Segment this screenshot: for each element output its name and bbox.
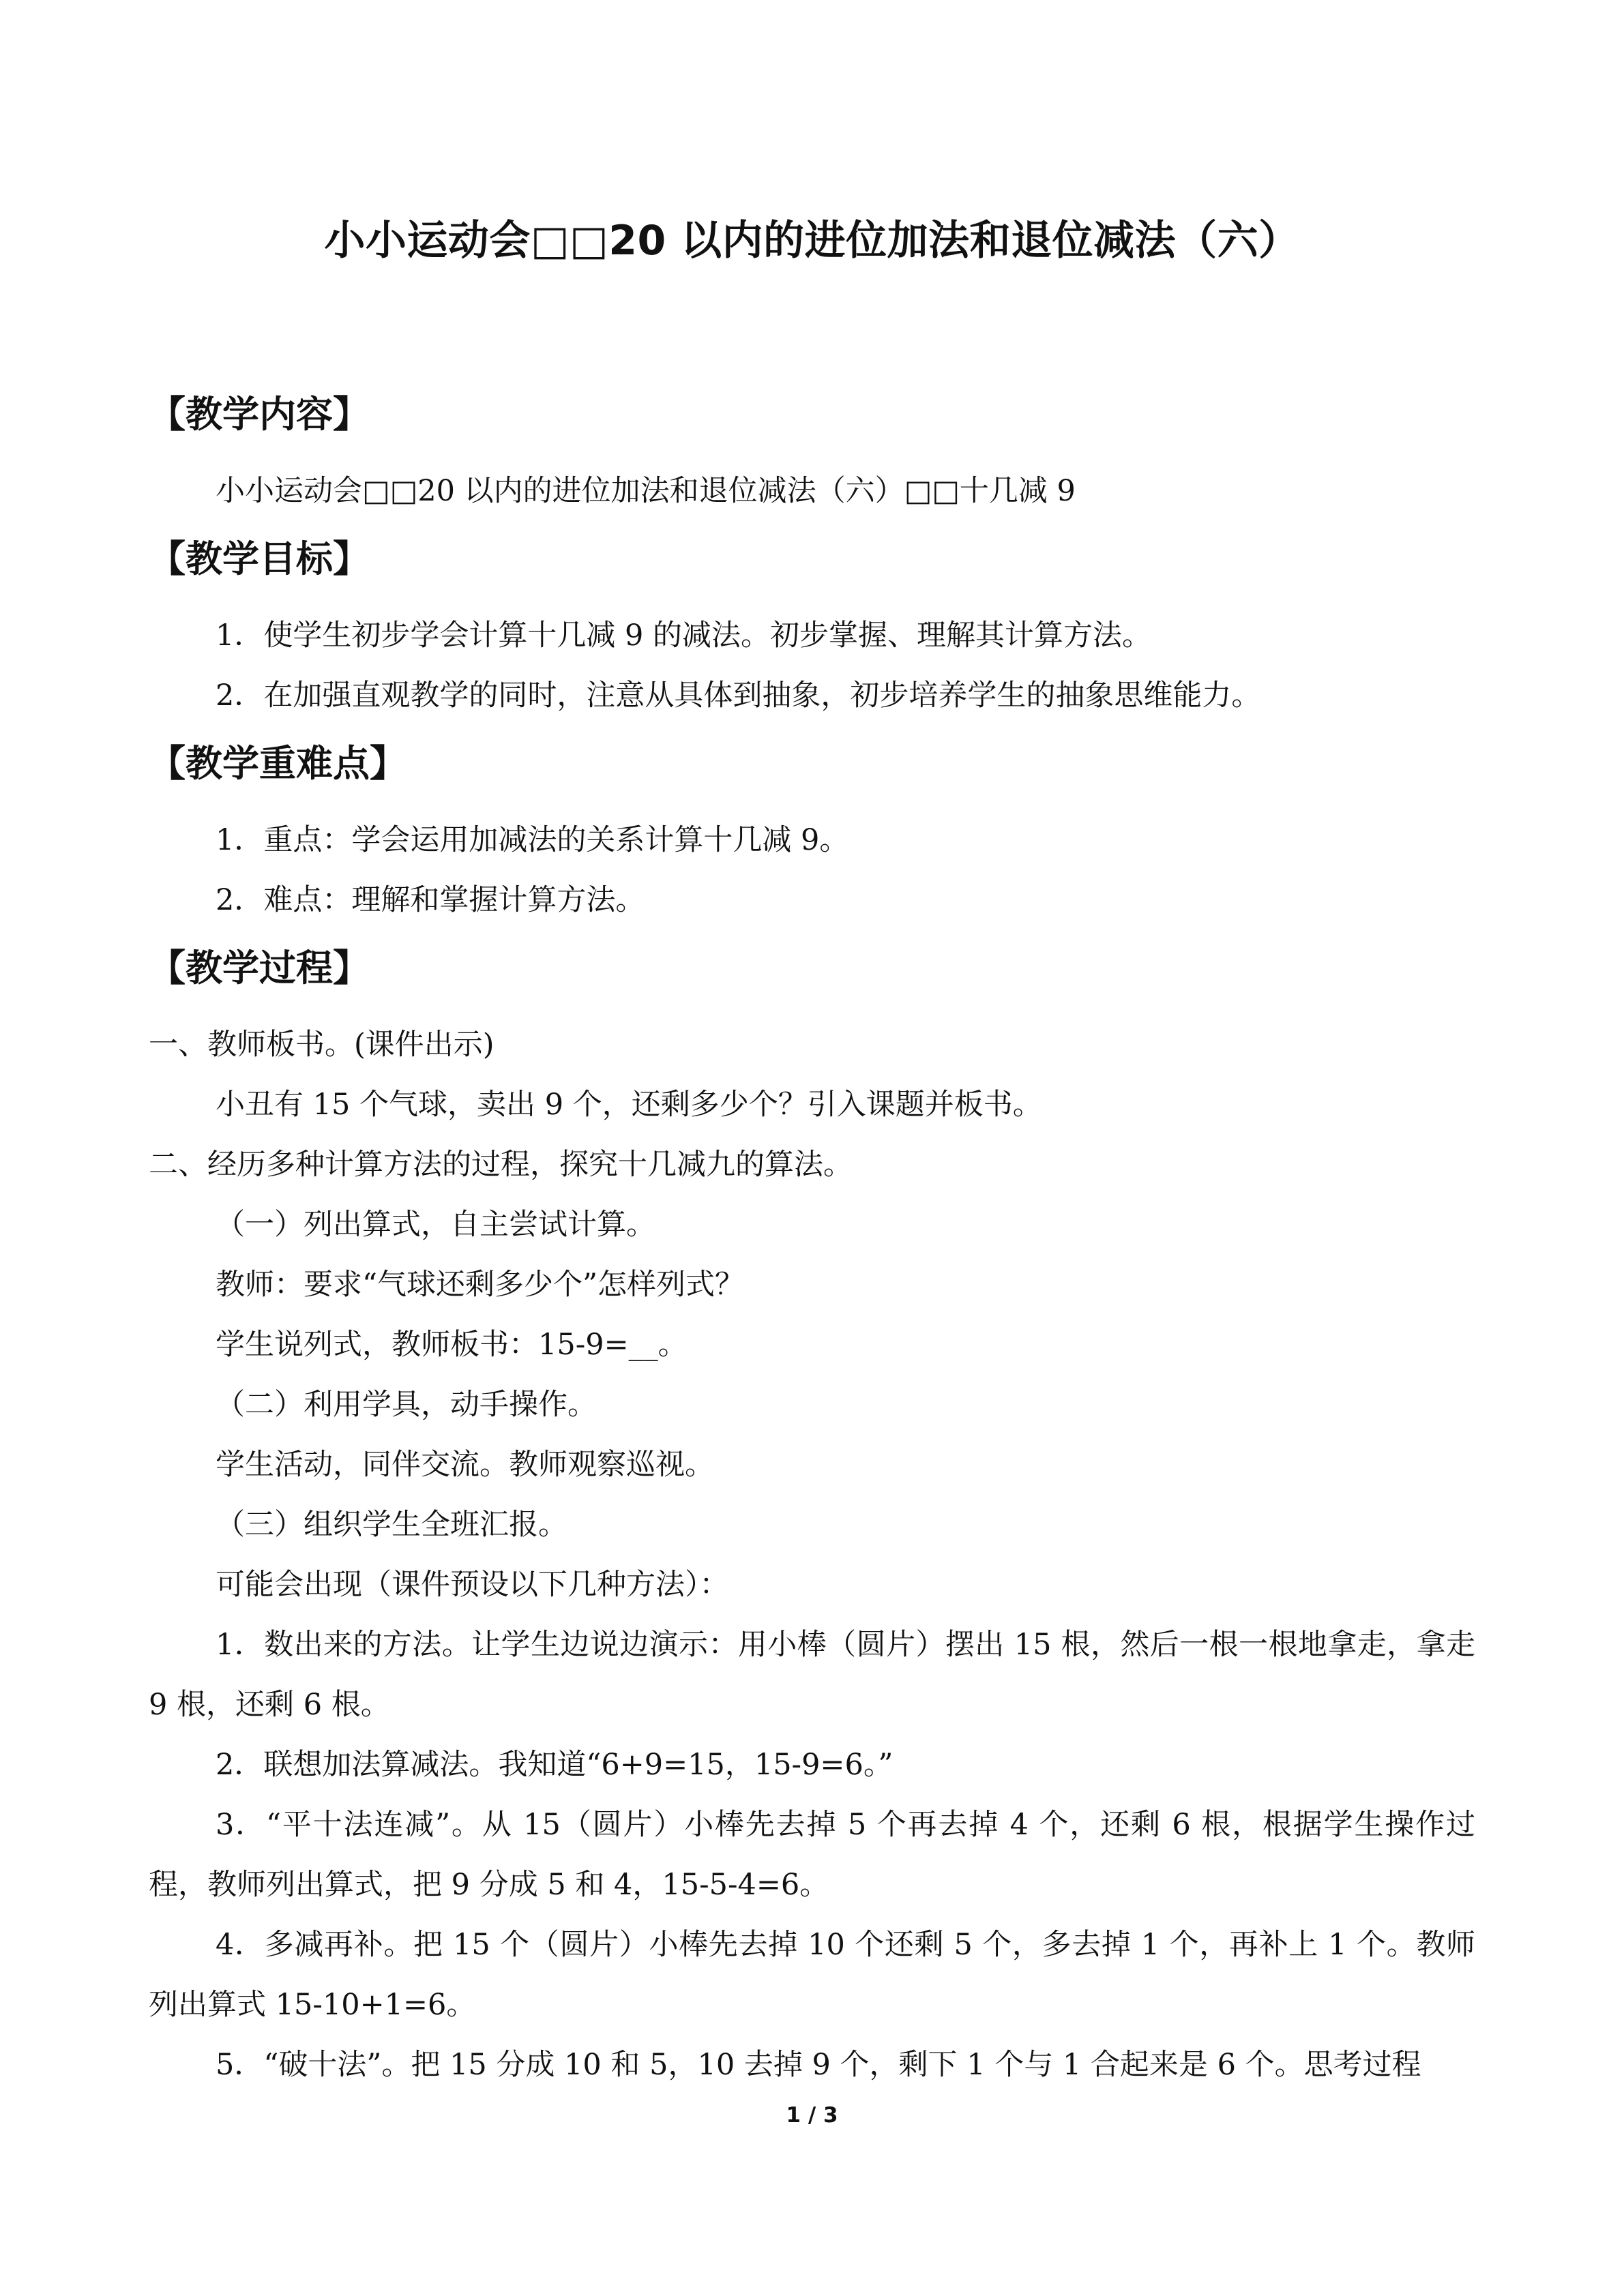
process-line: 2．联想加法算减法。我知道“6+9=15，15-9=6。” — [216, 1748, 894, 1782]
process-line: （二）利用学具，动手操作。 — [216, 1388, 597, 1422]
process-line: 教师：要求“气球还剩多少个”怎样列式？ — [216, 1268, 744, 1302]
process-line: 一、教师板书。(课件出示) — [149, 1028, 494, 1062]
process-line: 可能会出现（课件预设以下几种方法）： — [216, 1568, 729, 1602]
process-line: 1．数出来的方法。让学生边说边演示：用小棒（圆片）摆出 15 根，然后一根一根地拿走，拿走 9 根，还剩 6 根。 — [149, 1628, 1475, 1722]
process-line: 4．多减再补。把 15 个（圆片）小棒先去掉 10 个还剩 5 个，多去掉 1 个，再补上 1 个。教师列出算式 15-10+1=6。 — [149, 1928, 1475, 2022]
process-line: 学生说列式，教师板书：15-9=__。 — [216, 1328, 688, 1362]
document-body — [149, 382, 1475, 2095]
page-number: 1 / 3 — [786, 2103, 838, 2128]
process-line: 3．“平十法连减”。从 15（圆片）小棒先去掉 5 个再去掉 4 个，还剩 6 根，根据学生操作过程，教师列出算式，把 9 分成 5 和 4，15-5-4=6。 — [149, 1808, 1475, 1902]
goal-item: 2．在加强直观教学的同时，注意从具体到抽象，初步培养学生的抽象思维能力。 — [216, 679, 1261, 713]
section-heading-goals: 【教学目标】 — [149, 537, 370, 580]
section-heading-process: 【教学过程】 — [149, 946, 370, 989]
process-line: 5．“破十法”。把 15 分成 10 和 5，10 去掉 9 个，剩下 1 个与 1 合起来是 6 个。思考过程 — [216, 2048, 1421, 2082]
process-line: 小丑有 15 个气球，卖出 9 个，还剩多少个？引入课题并板书。 — [216, 1088, 1042, 1122]
document-title: 小小运动会□□20 以内的进位加法和退位减法（六） — [324, 217, 1300, 265]
process-line: （三）组织学生全班汇报。 — [216, 1508, 567, 1542]
section-heading-key-points: 【教学重难点】 — [149, 742, 407, 785]
section-heading-content: 【教学内容】 — [149, 393, 370, 436]
key-point-item: 2．难点：理解和掌握计算方法。 — [216, 883, 645, 917]
process-line: 二、经历多种计算方法的过程，探究十几减九的算法。 — [149, 1148, 853, 1182]
process-line: 学生活动，同伴交流。教师观察巡视。 — [216, 1448, 714, 1482]
goal-item: 1．使学生初步学会计算十几减 9 的减法。初步掌握、理解其计算方法。 — [216, 618, 1152, 653]
key-point-item: 1．重点：学会运用加减法的关系计算十几减 9。 — [216, 823, 849, 857]
process-line: （一）列出算式，自主尝试计算。 — [216, 1208, 655, 1242]
content-text: 小小运动会□□20 以内的进位加法和退位减法（六）□□十几减 9 — [216, 474, 1076, 508]
